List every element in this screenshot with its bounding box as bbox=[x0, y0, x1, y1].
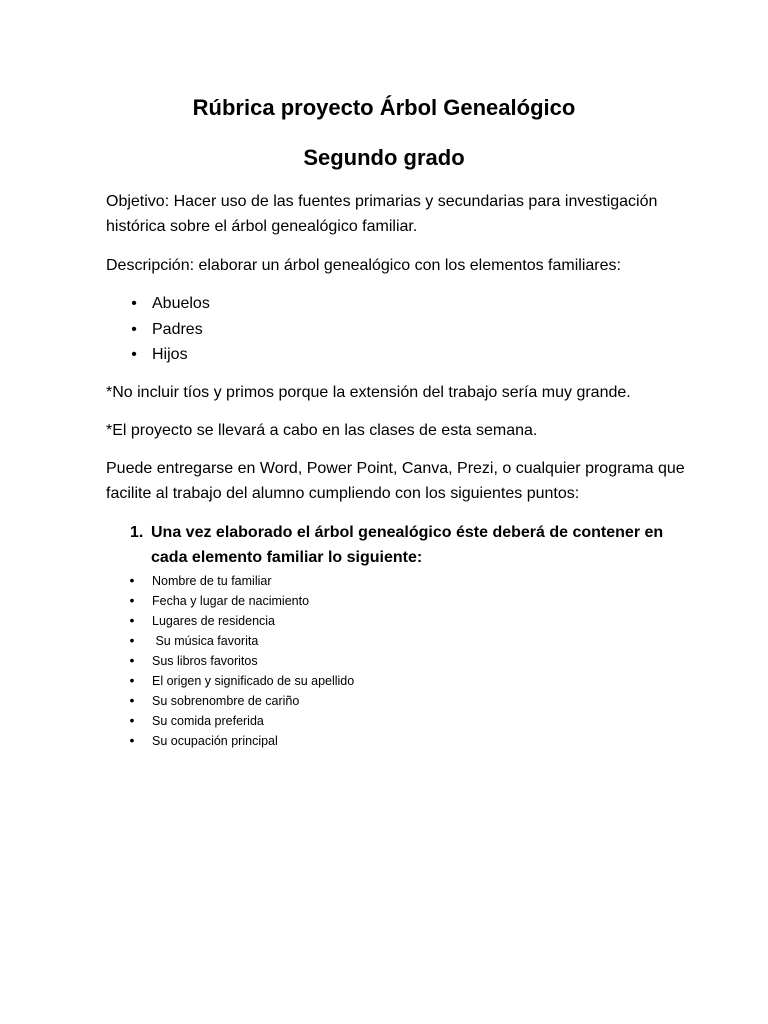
list-item bbox=[106, 631, 354, 651]
bullet-icon: • bbox=[129, 652, 135, 668]
list-item bbox=[106, 317, 210, 343]
exclusion-note: *No incluir tíos y primos porque la extensión del trabajo sería muy grande. bbox=[106, 384, 631, 401]
bullet-icon: • bbox=[131, 346, 137, 363]
list-item bbox=[106, 651, 354, 671]
bullet-icon: • bbox=[129, 612, 135, 628]
requirement-label: Nombre de tu familiar bbox=[152, 574, 272, 588]
requirement-label: Sus libros favoritos bbox=[152, 654, 258, 668]
bullet-icon: • bbox=[131, 295, 137, 312]
requirements-list bbox=[106, 571, 354, 751]
list-item-label: Hijos bbox=[152, 346, 188, 363]
bullet-icon: • bbox=[129, 572, 135, 588]
requirement-label: El origen y significado de su apellido bbox=[152, 674, 355, 688]
requirement-label: Lugares de residencia bbox=[152, 614, 275, 628]
requirement-label: Su música favorita bbox=[152, 634, 259, 648]
family-elements-list bbox=[106, 291, 210, 368]
list-item bbox=[106, 342, 210, 368]
numbered-point-1 bbox=[130, 520, 670, 570]
requirement-label: Su sobrenombre de cariño bbox=[152, 694, 300, 708]
bullet-icon: • bbox=[129, 632, 135, 648]
document-subtitle: Segundo grado bbox=[303, 145, 465, 170]
list-item bbox=[106, 591, 354, 611]
list-item bbox=[106, 711, 354, 731]
description-paragraph: Descripción: elaborar un árbol genealógico con los elementos familiares: bbox=[106, 257, 621, 274]
delivery-paragraph: Puede entregarse en Word, Power Point, Canva, Prezi, o cualquier programa que facilite al trabajo del alumno cumpliendo con los siguientes puntos: bbox=[106, 460, 685, 502]
requirement-label: Fecha y lugar de nacimiento bbox=[152, 594, 310, 608]
point-number: 1. bbox=[130, 524, 144, 541]
list-item bbox=[106, 731, 354, 751]
list-item-label: Abuelos bbox=[152, 295, 210, 312]
bullet-icon: • bbox=[129, 592, 135, 608]
point-text: Una vez elaborado el árbol genealógico éste deberá de contener en cada elemento familiar lo siguiente: bbox=[151, 524, 664, 566]
bullet-icon: • bbox=[129, 732, 135, 748]
bullet-icon: • bbox=[129, 692, 135, 708]
list-item-label: Padres bbox=[152, 320, 203, 338]
list-item bbox=[106, 691, 354, 711]
list-item bbox=[106, 571, 354, 591]
requirement-label: Su ocupación principal bbox=[152, 734, 278, 748]
list-item bbox=[106, 611, 354, 631]
list-item bbox=[106, 291, 210, 317]
schedule-note: *El proyecto se llevará a cabo en las clases de esta semana. bbox=[106, 422, 538, 439]
bullet-icon: • bbox=[129, 712, 135, 728]
bullet-icon: • bbox=[131, 320, 137, 338]
objective-paragraph: Objetivo: Hacer uso de las fuentes primarias y secundarias para investigación histórica sobre el árbol genealógico familiar. bbox=[106, 193, 658, 235]
list-item bbox=[106, 671, 354, 691]
document-title: Rúbrica proyecto Árbol Genealógico bbox=[192, 95, 576, 120]
requirement-label: Su comida preferida bbox=[152, 714, 264, 728]
bullet-icon: • bbox=[129, 672, 135, 688]
